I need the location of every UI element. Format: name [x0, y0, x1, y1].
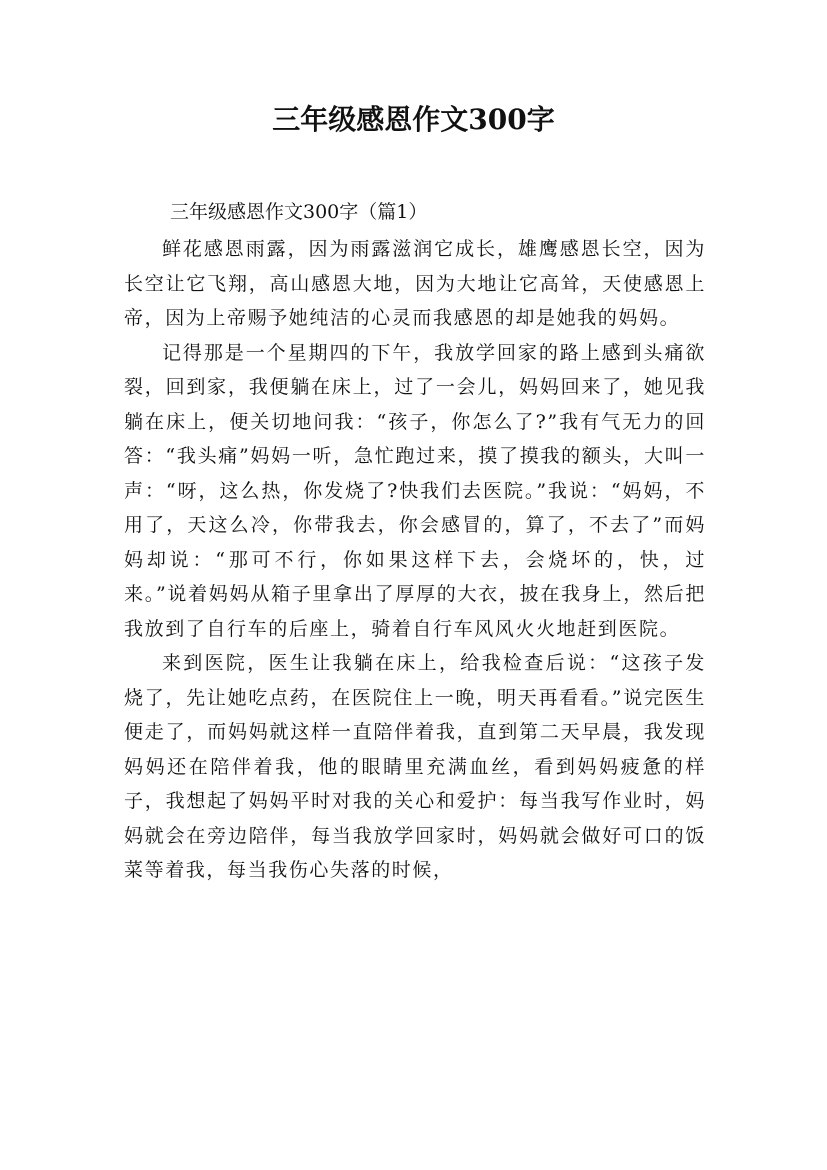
document-body — [124, 232, 706, 888]
paragraph-2: 记得那是一个星期四的下午，我放学回家的路上感到头痛欲裂，回到家，我便躺在床上，过了一会儿，妈妈回来了，她见我躺在床上，便关切地问我：“孩子，你怎么了?”我有气无力的回答：“我头痛”妈妈一听，急忙跑过来，摸了摸我的额头，大叫一声：“呀，这么热，你发烧了?快我们去医院。”我说：“妈妈，不用了，天这么冷，你带我去，你会感冒的，算了，不去了”而妈妈却说：“那可不行，你如果这样下去，会烧坏的，快，过来。”说着妈妈从箱子里拿出了厚厚的大衣，披在我身上，然后把我放到了自行车的后座上，骑着自行车风风火火地赶到医院。 — [124, 341, 706, 640]
section-heading: 三年级感恩作文300字（篇1） — [170, 201, 428, 223]
paragraph-3: 来到医院，医生让我躺在床上，给我检查后说：“这孩子发烧了，先让她吃点药，在医院住上一晚，明天再看看。”说完医生便走了，而妈妈就这样一直陪伴着我，直到第二天早晨，我发现妈妈还在陪伴着我，他的眼睛里充满血丝，看到妈妈疲惫的样子，我想起了妈妈平时对我的关心和爱护：每当我写作业时，妈妈就会在旁边陪伴，每当我放学回家时，妈妈就会做好可口的饭菜等着我，每当我伤心失落的时候， — [124, 652, 706, 881]
paragraph-1: 鲜花感恩雨露，因为雨露滋润它成长，雄鹰感恩长空，因为长空让它飞翔，高山感恩大地，因为大地让它高耸，天使感恩上帝，因为上帝赐予她纯洁的心灵而我感恩的却是她我的妈妈。 — [124, 238, 706, 329]
document-title: 三年级感恩作文300字 — [272, 103, 555, 136]
